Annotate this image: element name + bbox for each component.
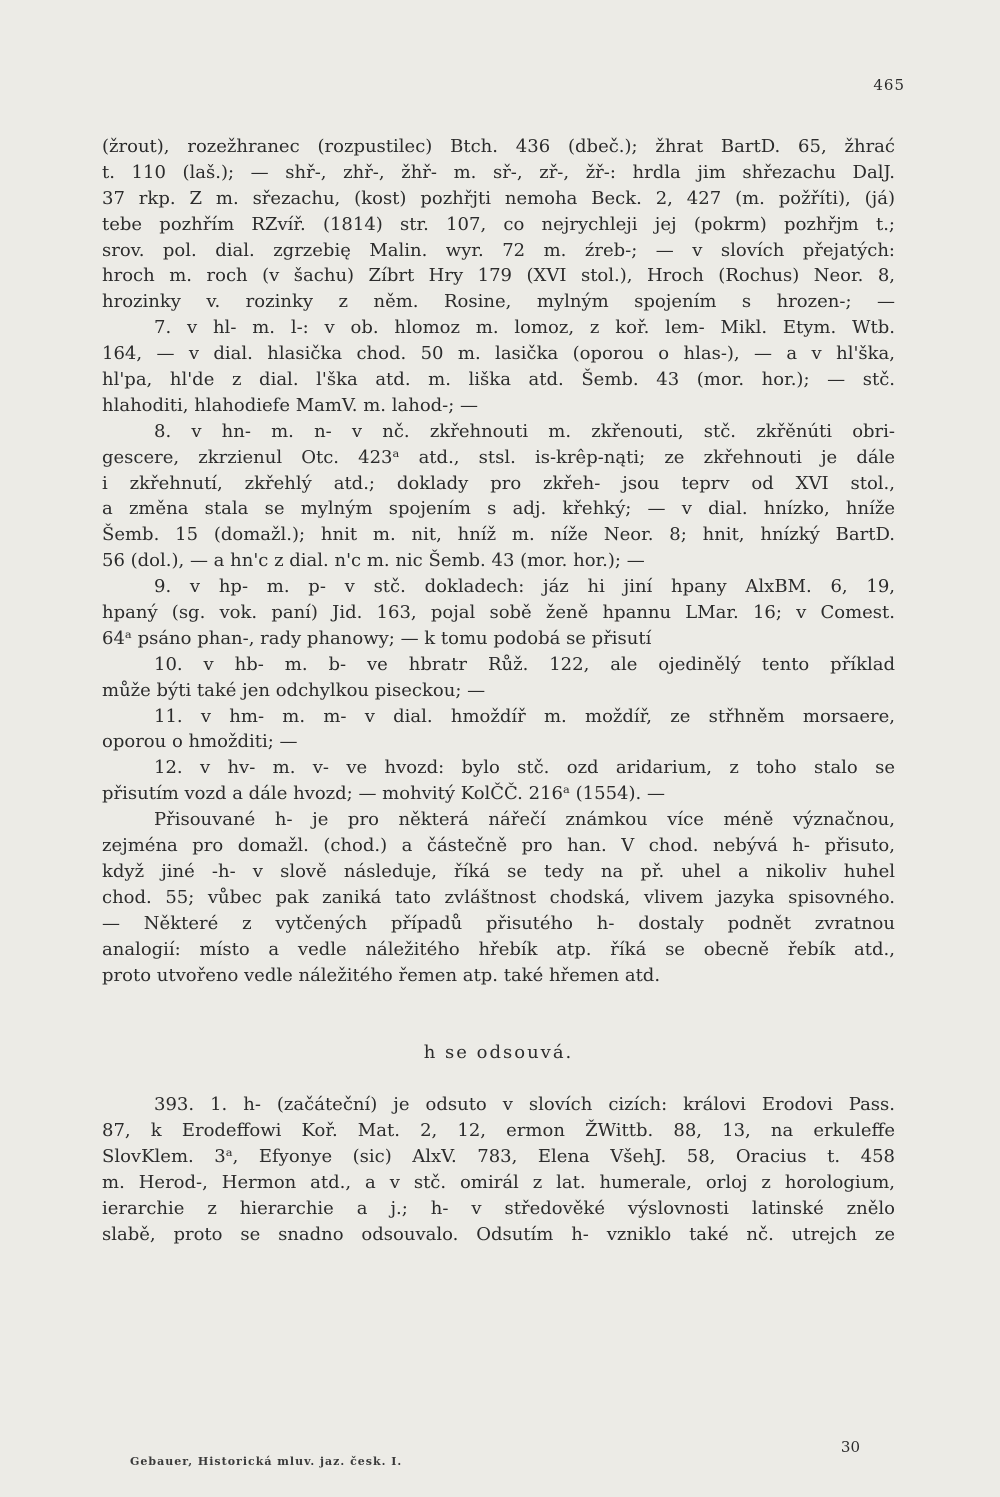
text-line: hrozinky v. rozinky z něm. Rosine, mylným spojením s hrozen-; — (102, 291, 895, 313)
text-line: Přisouvané h- je pro některá nářečí známkou více méně význačnou, (154, 809, 895, 831)
text-line: zejména pro domažl. (chod.) a částečně pro han. V chod. nebývá h- přisuto, (102, 835, 895, 857)
text-line: 8. v hn- m. n- v nč. zkřehnouti m. zkřenouti, stč. zkřěnúti obri- (154, 420, 895, 442)
section-heading: h se odsouvá. (423, 1042, 574, 1064)
page-number: 465 (873, 76, 905, 94)
text-line: srov. pol. dial. zgrzebię Malin. wyr. 72 m. źreb-; — v slovích přejatých: (102, 239, 895, 261)
text-line: 87, k Erodeffowi Koř. Mat. 2, 12, ermon ŽWittb. 88, 13, na erkuleffe (102, 1120, 895, 1142)
text-line: analogií: místo a vedle náležitého hřebík atp. říká se obecně řebík atd., (102, 938, 895, 960)
text-line: 7. v hl- m. l-: v ob. hlomoz m. lomoz, z koř. lem- Mikl. Etym. Wtb. (154, 317, 895, 339)
text-line: — Některé z vytčených případů přisutého h- dostaly podnět zvratnou (102, 912, 895, 934)
text-line: hroch m. roch (v šachu) Zíbrt Hry 179 (XVI stol.), Hroch (Rochus) Neor. 8, (102, 265, 895, 287)
text-line: oporou o hmožditi; — (102, 731, 298, 753)
text-line: přisutím vozd a dále hvozd; — mohvitý KolČČ. 216ᵃ (1554). — (102, 783, 665, 805)
text-line: může býti také jen odchylkou piseckou; — (102, 679, 486, 701)
text-line: 56 (dol.), — a hn'c z dial. n'c m. nic Šemb. 43 (mor. hor.); — (102, 550, 645, 572)
text-line: m. Herod-, Hermon atd., a v stč. omirál z lat. humerale, orloj z horologium, (102, 1171, 895, 1193)
text-line: gescere, zkrzienul Otc. 423ᵃ atd., stsl. is-krêp-nąti; ze zkřehnouti je dále (102, 446, 895, 468)
text-line: Šemb. 15 (domažl.); hnit m. nit, hníž m. níže Neor. 8; hnit, hnízký BartD. (102, 524, 895, 546)
text-line: tebe pozhřím RZvíř. (1814) str. 107, co nejrychleji jej (pokrm) pozhřjm t.; (102, 213, 895, 235)
text-line: SlovKlem. 3ᵃ, Efyonye (sic) AlxV. 783, Elena VšehJ. 58, Oracius t. 458 (102, 1146, 895, 1168)
text-line: když jiné -h- v slově následuje, říká se tedy na př. uhel a nikoliv huhel (102, 860, 895, 882)
sheet-signature: 30 (840, 1438, 860, 1456)
footer-citation: Gebauer, Historická mluv. jaz. česk. I. (130, 1455, 403, 1468)
text-line: a změna stala se mylným spojením s adj. křehký; — v dial. hnízko, hníže (102, 498, 895, 520)
text-line: 9. v hp- m. p- v stč. dokladech: jáz hi jiní hpany AlxBM. 6, 19, (154, 576, 895, 598)
text-line: (žrout), rozežhranec (rozpustilec) Btch. 436 (dbeč.); žhrat BartD. 65, žhrać (102, 136, 895, 157)
page-body (102, 134, 895, 1248)
text-line: i zkřehnutí, zkřehlý atd.; doklady pro zkřeh- jsou teprv od XVI stol., (102, 472, 895, 494)
text-line: 11. v hm- m. m- v dial. hmoždíř m. moždíř, ze střhněm morsaere, (154, 705, 895, 727)
text-line: slabě, proto se snadno odsouvalo. Odsutím h- vzniklo také nč. utrejch ze (102, 1223, 895, 1245)
text-line: hl'pa, hl'de z dial. l'ška atd. m. liška atd. Šemb. 43 (mor. hor.); — stč. (102, 369, 895, 391)
text-line: 10. v hb- m. b- ve hbratr Růž. 122, ale ojedinělý tento příklad (154, 653, 895, 675)
text-line: chod. 55; vůbec pak zaniká tato zvláštnost chodská, vlivem jazyka spisovného. (102, 886, 895, 908)
text-line: hpaný (sg. vok. paní) Jid. 163, pojal sobě ženě hpannu LMar. 16; v Comest. (102, 602, 895, 624)
text-line: 164, — v dial. hlasička chod. 50 m. lasička (oporou o hlas-), — a v hl'ška, (102, 343, 895, 365)
text-line: proto utvořeno vedle náležitého řemen atp. také hřemen atd. (102, 964, 661, 986)
text-line: t. 110 (laš.); — shř-, zhř-, žhř- m. sř-, zř-, žř-: hrdla jim shřezachu DalJ. (102, 161, 895, 183)
text-line: 12. v hv- m. v- ve hvozd: bylo stč. ozd aridarium, z toho stalo se (154, 757, 895, 779)
text-line: ierarchie z hierarchie a j.; h- v středověké výslovnosti latinské znělo (102, 1197, 895, 1219)
text-line: 64ᵃ psáno phan-, rady phanowy; — k tomu podobá se přisutí (102, 627, 652, 649)
text-line: 393. 1. h- (začáteční) je odsuto v slovích cizích: královi Erodovi Pass. (154, 1094, 895, 1116)
text-line: 37 rkp. Z m. sřezachu, (kost) pozhřjti nemoha Beck. 2, 427 (m. požříti), (já) (102, 187, 895, 209)
text-line: hlahoditi, hlahodiefe MamV. m. lahod-; — (102, 394, 479, 416)
